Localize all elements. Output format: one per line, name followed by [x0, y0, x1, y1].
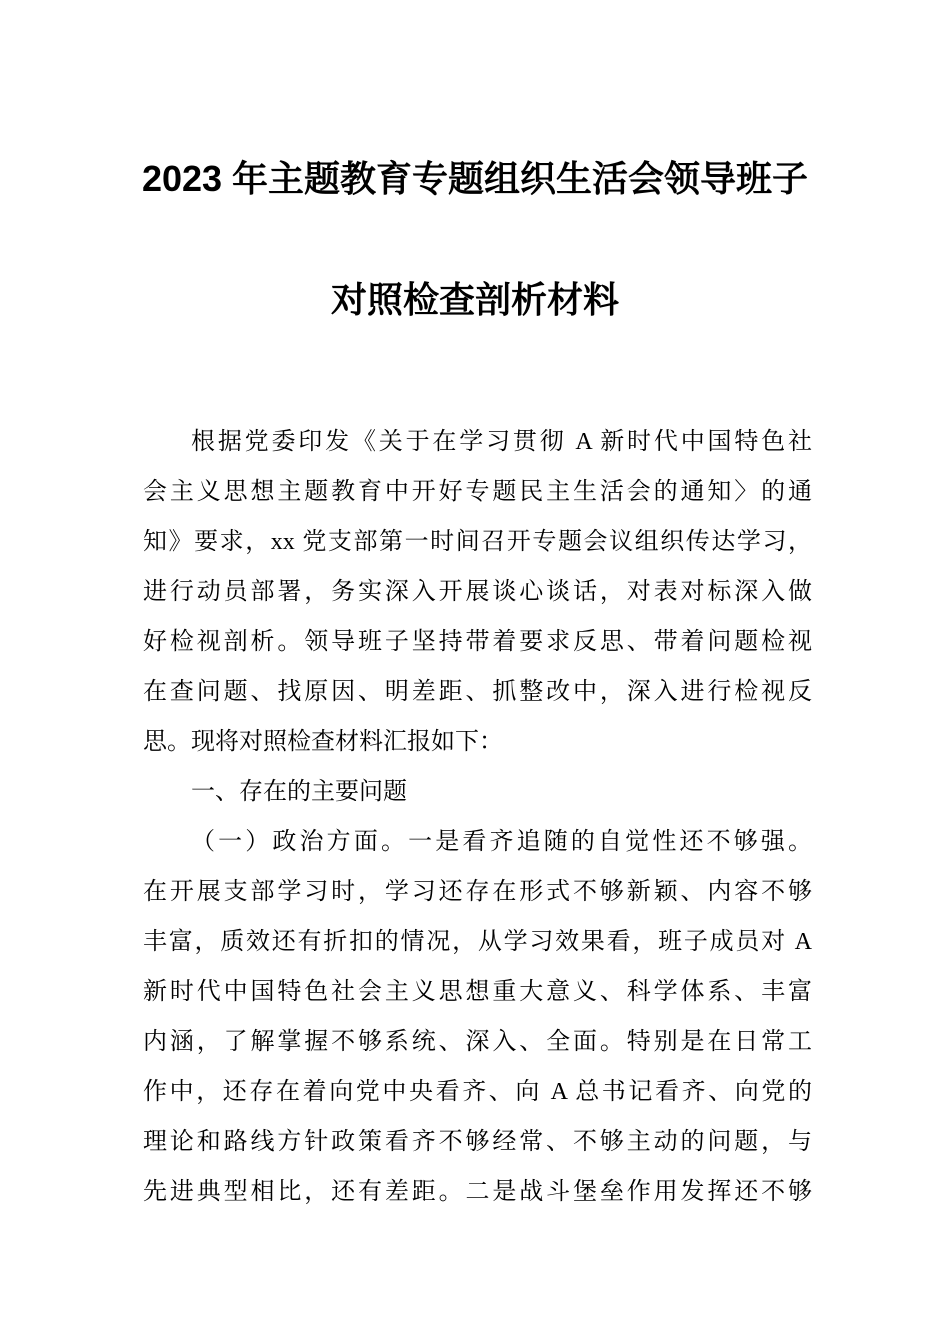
document-line: 知》要求，xx 党支部第一时间召开专题会议组织传达学习，	[143, 529, 812, 555]
document-body	[143, 417, 812, 1217]
document-line: 先进典型相比，还有差距。二是战斗堡垒作用发挥还不够	[143, 1179, 812, 1205]
document-line: 内涵，了解掌握不够系统、深入、全面。特别是在日常工	[143, 1029, 812, 1055]
document-line: 根据党委印发《关于在学习贯彻 A 新时代中国特色社	[191, 429, 812, 455]
document-line: 思。现将对照检查材料汇报如下：	[143, 729, 503, 755]
document-line: 在查问题、找原因、明差距、抓整改中，深入进行检视反	[143, 679, 812, 705]
intro-paragraph	[143, 417, 812, 767]
document-line: 好检视剖析。领导班子坚持带着要求反思、带着问题检视	[143, 629, 812, 655]
document-line: 在开展支部学习时，学习还存在形式不够新颖、内容不够	[143, 879, 812, 905]
document-line: 丰富，质效还有折扣的情况，从学习效果看，班子成员对 A	[143, 929, 812, 955]
section-1-heading-paragraph	[143, 767, 812, 817]
section-1-body-paragraph	[143, 817, 812, 1217]
document-title-line-1: 2023 年主题教育专题组织生活会领导班子	[141, 158, 809, 199]
document-title-line-2: 对照检查剖析材料	[330, 279, 619, 320]
document-line: 进行动员部署，务实深入开展谈心谈话，对表对标深入做	[143, 579, 812, 605]
document-line: （一）政治方面。一是看齐追随的自觉性还不够强。	[191, 829, 812, 855]
document-line: 会主义思想主题教育中开好专题民主生活会的通知〉的通	[143, 479, 812, 505]
document-line: 作中，还存在着向党中央看齐、向 A 总书记看齐、向党的	[143, 1079, 812, 1105]
document-line: 理论和路线方针政策看齐不够经常、不够主动的问题，与	[143, 1129, 812, 1155]
section-heading: 一、存在的主要问题	[191, 779, 407, 805]
document-line: 新时代中国特色社会主义思想重大意义、科学体系、丰富	[143, 979, 812, 1005]
